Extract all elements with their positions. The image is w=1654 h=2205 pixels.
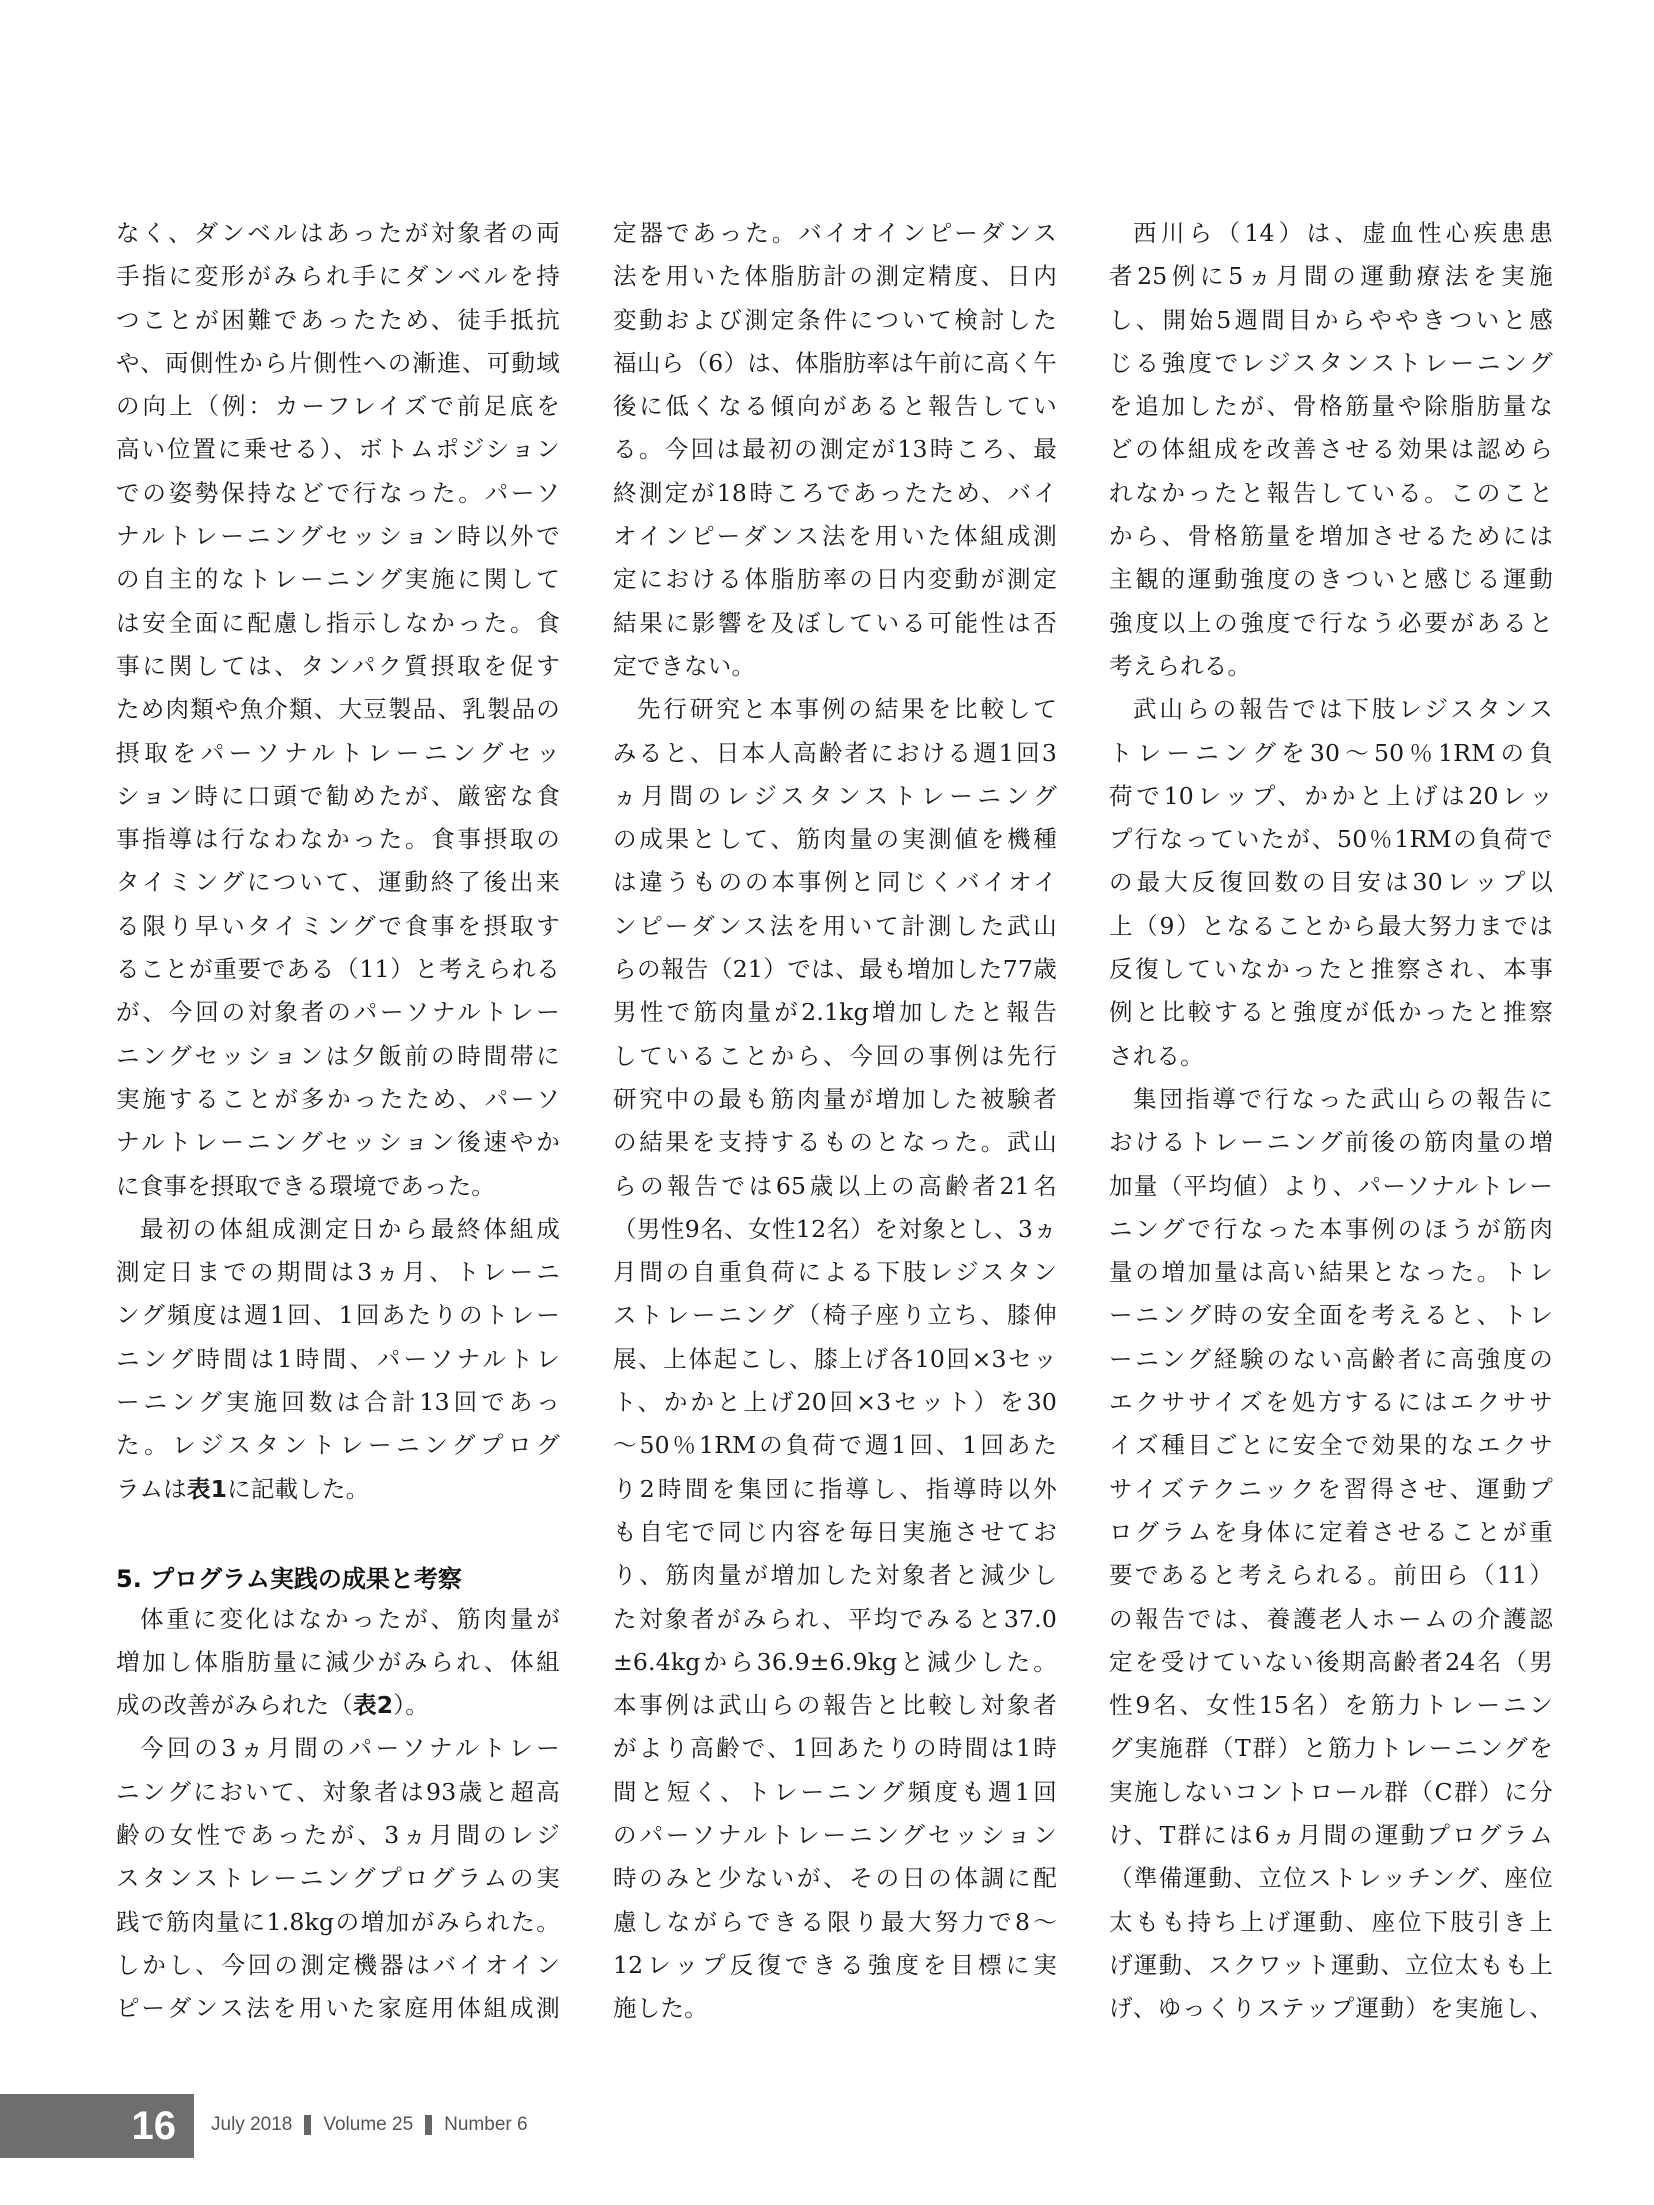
text-line: 西川ら（14）は、虚血性心疾患患 (1133, 219, 1553, 247)
text-line: 成の改善がみられた（表2）。 (116, 1691, 429, 1720)
text-line: 最初の体組成測定日から最終体組成 (140, 1214, 560, 1243)
text-line: ニングにおいて、対象者は93歳と超高 (116, 1777, 560, 1806)
text-line: ニングセッションは夕飯前の時間帯に (116, 1041, 560, 1070)
text-column-left (116, 212, 560, 2030)
text-line: 践で筋肉量に1.8kgの増加がみられた。 (116, 1907, 560, 1936)
text-line: での姿勢保持などで行なった。パーソ (116, 478, 560, 507)
text-line: た対象者がみられ、平均でみると37.0 (613, 1604, 1057, 1633)
text-line: 実施することが多かったため、パーソ (116, 1084, 560, 1113)
text-line: おけるトレーニング前後の筋肉量の増 (1109, 1128, 1553, 1157)
text-line: 齢の女性であったが、3ヵ月間のレジ (116, 1820, 560, 1849)
text-line: 研究中の最も筋肉量が増加した被験者 (613, 1084, 1057, 1113)
text-line: ストレーニング（椅子座り立ち、膝伸 (613, 1301, 1057, 1330)
text-line: 終測定が18時ころであったため、バイ (613, 478, 1057, 507)
text-line: 慮しながらできる限り最大努力で8～ (613, 1907, 1057, 1936)
text-line: ング頻度は週1回、1回あたりのトレー (116, 1301, 560, 1330)
text-line: 時のみと少ないが、その日の体調に配 (613, 1864, 1057, 1893)
text-line: の向上（例：カーフレイズで前足底を (116, 392, 560, 421)
text-line: 荷で10レップ、かかと上げは20レッ (1109, 781, 1553, 810)
text-line: ヵ月間のレジスタンストレーニング (613, 781, 1057, 810)
text-line: タイミングについて、運動終了後出来 (116, 868, 560, 897)
text-line: から、骨格筋量を増加させるためには (1109, 522, 1553, 551)
text-line: 考えられる。 (1109, 651, 1252, 680)
text-column-right (1109, 212, 1553, 2030)
text-line: トレーニングを30～50％1RMの負 (1109, 738, 1553, 767)
text-line: ることが重要である（11）と考えられる (116, 955, 560, 984)
text-line: 福山ら（6）は、体脂肪率は午前に高く午 (613, 348, 1057, 377)
text-line: 手指に変形がみられ手にダンベルを持 (116, 262, 560, 291)
text-line: は安全面に配慮し指示しなかった。食 (116, 608, 560, 637)
text-line: ーニング時の安全面を考えると、トレ (1109, 1301, 1553, 1330)
text-line: る。今回は最初の測定が13時ころ、最 (613, 435, 1057, 464)
text-line: がより高齢で、1回あたりの時間は1時 (613, 1734, 1057, 1763)
text-line: じる強度でレジスタンストレーニング (1109, 348, 1553, 377)
text-line: ーニング経験のない高齢者に高強度の (1109, 1344, 1553, 1373)
text-line: サイズテクニックを習得させ、運動プ (1109, 1474, 1553, 1503)
text-line: し、開始5週間目からややきついと感 (1109, 305, 1553, 334)
text-line: イズ種目ごとに安全で効果的なエクサ (1109, 1431, 1553, 1460)
text-line: 後に低くなる傾向があると報告してい (613, 392, 1057, 421)
table-reference: 表1 (186, 1474, 228, 1503)
text-column-middle (613, 212, 1057, 2030)
text-line: 測定日までの期間は3ヵ月、トレーニ (116, 1258, 560, 1287)
text-line: 主観的運動強度のきついと感じる運動 (1109, 565, 1553, 594)
text-line: の自主的なトレーニング実施に関して (116, 565, 560, 594)
text-line: る限り早いタイミングで食事を摂取す (116, 911, 560, 940)
text-line: も自宅で同じ内容を毎日実施させてお (613, 1517, 1057, 1546)
text-line: 定における体脂肪率の日内変動が測定 (613, 565, 1057, 594)
spacer (116, 1511, 560, 1554)
text-line: 例と比較すると強度が低かったと推察 (1109, 998, 1553, 1027)
text-line: 上（9）となることから最大努力までは (1109, 911, 1553, 940)
text-line: 男性で筋肉量が2.1kg増加したと報告 (613, 998, 1057, 1027)
text-line: れなかったと報告している。このこと (1109, 478, 1553, 507)
text-line: が、今回の対象者のパーソナルトレー (116, 998, 560, 1027)
text-line: の報告では、養護老人ホームの介護認 (1109, 1604, 1553, 1633)
text-line: 強度以上の強度で行なう必要があると (1109, 608, 1553, 637)
text-line: ～50％1RMの負荷で週1回、1回あた (613, 1431, 1057, 1460)
section-heading: 5. プログラム実践の成果と考察 (116, 1565, 462, 1594)
issue-info (211, 2110, 528, 2140)
text-line: 加量（平均値）より、パーソナルトレー (1109, 1171, 1554, 1200)
text-line: 変動および測定条件について検討した (613, 305, 1057, 334)
text-line: ため肉類や魚介類、大豆製品、乳製品の (116, 695, 560, 724)
separator-bar-icon (304, 2115, 311, 2135)
text-line: ログラムを身体に定着させることが重 (1109, 1517, 1553, 1546)
text-line: 武山らの報告では下肢レジスタンス (1133, 695, 1553, 724)
text-line: 実施しないコントロール群（C群）に分 (1109, 1777, 1553, 1806)
text-line: ニングで行なった本事例のほうが筋肉 (1109, 1214, 1553, 1243)
text-line: しかし、今回の測定機器はバイオイン (116, 1950, 560, 1979)
text-line: グ実施群（T群）と筋力トレーニングを (1109, 1734, 1553, 1763)
issue-date: July 2018 (211, 2114, 293, 2135)
text-line: の結果を支持するものとなった。武山 (613, 1128, 1057, 1157)
text-line: 事に関しては、タンパク質摂取を促す (116, 651, 560, 680)
text-line: 定を受けていない後期高齢者24名（男 (1109, 1647, 1553, 1676)
text-line: 本事例は武山らの報告と比較し対象者 (613, 1691, 1057, 1720)
text-line: 展、上体起こし、膝上げ各10回×3セッ (613, 1344, 1057, 1373)
page-number: 16 (131, 2104, 176, 2148)
text-line: 高い位置に乗せる）、ボトムポジション (116, 435, 560, 464)
text-line: エクササイズを処方するにはエクササ (1109, 1388, 1553, 1417)
text-line: ト、かかと上げ20回×3セット）を30 (613, 1388, 1057, 1417)
text-line: らの報告では65歳以上の高齢者21名 (613, 1171, 1057, 1200)
text-line: 体重に変化はなかったが、筋肉量が (140, 1604, 560, 1633)
text-line: げ運動、スクワット運動、立位太もも上 (1109, 1950, 1553, 1979)
issue-number: Number 6 (444, 2114, 528, 2135)
text-line: スタンストレーニングプログラムの実 (116, 1864, 560, 1893)
text-line: 間と短く、トレーニング頻度も週1回 (613, 1777, 1057, 1806)
text-line: 量の増加量は高い結果となった。トレ (1109, 1258, 1553, 1287)
page-footer (0, 2094, 700, 2158)
text-line: （男性9名、女性12名）を対象とし、3ヵ (613, 1214, 1057, 1243)
separator-bar-icon (425, 2115, 432, 2135)
text-line: される。 (1109, 1041, 1204, 1070)
table-reference: 表2 (353, 1691, 394, 1720)
text-line: ション時に口頭で勧めたが、厳密な食 (116, 781, 560, 810)
text-line: のパーソナルトレーニングセッション (613, 1820, 1057, 1849)
text-line: つことが困難であったため、徒手抵抗 (116, 305, 560, 334)
text-line: 12レップ反復できる強度を目標に実 (613, 1950, 1057, 1979)
page-number-box (0, 2094, 194, 2158)
text-line: を追加したが、骨格筋量や除脂肪量な (1109, 392, 1553, 421)
text-line: 要であると考えられる。前田ら（11） (1109, 1561, 1553, 1590)
text-line: 者25例に5ヵ月間の運動療法を実施 (1109, 262, 1553, 291)
text-line: の成果として、筋肉量の実測値を機種 (613, 825, 1057, 854)
text-line: は違うものの本事例と同じくバイオイ (613, 868, 1057, 897)
text-line: 施した。 (613, 1994, 708, 2023)
text-line: け、T群には6ヵ月間の運動プログラム (1109, 1820, 1553, 1849)
text-line: なく、ダンベルはあったが対象者の両 (116, 219, 560, 247)
text-line: げ、ゆっくりステップ運動）を実施し、 (1109, 1994, 1553, 2023)
text-line: 月間の自重負荷による下肢レジスタン (613, 1258, 1057, 1287)
text-line: 結果に影響を及ぼしている可能性は否 (613, 608, 1057, 637)
text-line: ±6.4kgから36.9±6.9kgと減少した。 (613, 1647, 1057, 1676)
text-line: 性9名、女性15名）を筋力トレーニン (1109, 1691, 1553, 1720)
text-line: り、筋肉量が増加した対象者と減少し (613, 1561, 1057, 1590)
text-line: オインピーダンス法を用いた体組成測 (613, 522, 1057, 551)
text-line: どの体組成を改善させる効果は認めら (1109, 435, 1553, 464)
text-line: 集団指導で行なった武山らの報告に (1133, 1084, 1553, 1113)
text-line: ンピーダンス法を用いて計測した武山 (613, 911, 1057, 940)
text-line: みると、日本人高齢者における週1回3 (613, 738, 1057, 767)
text-line: に食事を摂取できる環境であった。 (116, 1171, 495, 1200)
text-line: ーニング実施回数は合計13回であっ (116, 1388, 560, 1417)
text-line: 太もも持ち上げ運動、座位下肢引き上 (1109, 1907, 1553, 1936)
text-line: 反復していなかったと推察され、本事 (1109, 955, 1553, 984)
text-line: り2時間を集団に指導し、指導時以外 (613, 1474, 1057, 1503)
text-line: 事指導は行なわなかった。食事摂取の (116, 825, 560, 854)
text-line: 法を用いた体脂肪計の測定精度、日内 (613, 262, 1057, 291)
text-line: た。レジスタントレーニングプログ (116, 1431, 560, 1460)
text-line: （準備運動、立位ストレッチング、座位 (1109, 1864, 1553, 1893)
text-line: 定器であった。バイオインピーダンス (613, 219, 1057, 247)
text-line: していることから、今回の事例は先行 (613, 1041, 1057, 1070)
text-line: 定できない。 (613, 651, 756, 680)
text-line: プ行なっていたが、50％1RMの負荷で (1109, 825, 1553, 854)
text-line: ナルトレーニングセッション時以外で (116, 522, 560, 551)
text-line: ニング時間は1時間、パーソナルトレ (116, 1344, 560, 1373)
text-line: 増加し体脂肪量に減少がみられ、体組 (116, 1647, 560, 1676)
text-line: ラムは表1に記載した。 (116, 1474, 370, 1503)
text-line: や、両側性から片側性への漸進、可動域 (116, 348, 560, 377)
text-line: の最大反復回数の目安は30レップ以 (1109, 868, 1553, 897)
text-line: らの報告（21）では、最も増加した77歳 (613, 955, 1057, 984)
text-line: 先行研究と本事例の結果を比較して (637, 695, 1057, 724)
text-line: 今回の3ヵ月間のパーソナルトレー (140, 1734, 560, 1763)
text-line: ナルトレーニングセッション後速やか (116, 1128, 560, 1157)
text-line: 摂取をパーソナルトレーニングセッ (116, 738, 560, 767)
text-line: ピーダンス法を用いた家庭用体組成測 (116, 1994, 560, 2023)
issue-volume: Volume 25 (323, 2114, 414, 2135)
